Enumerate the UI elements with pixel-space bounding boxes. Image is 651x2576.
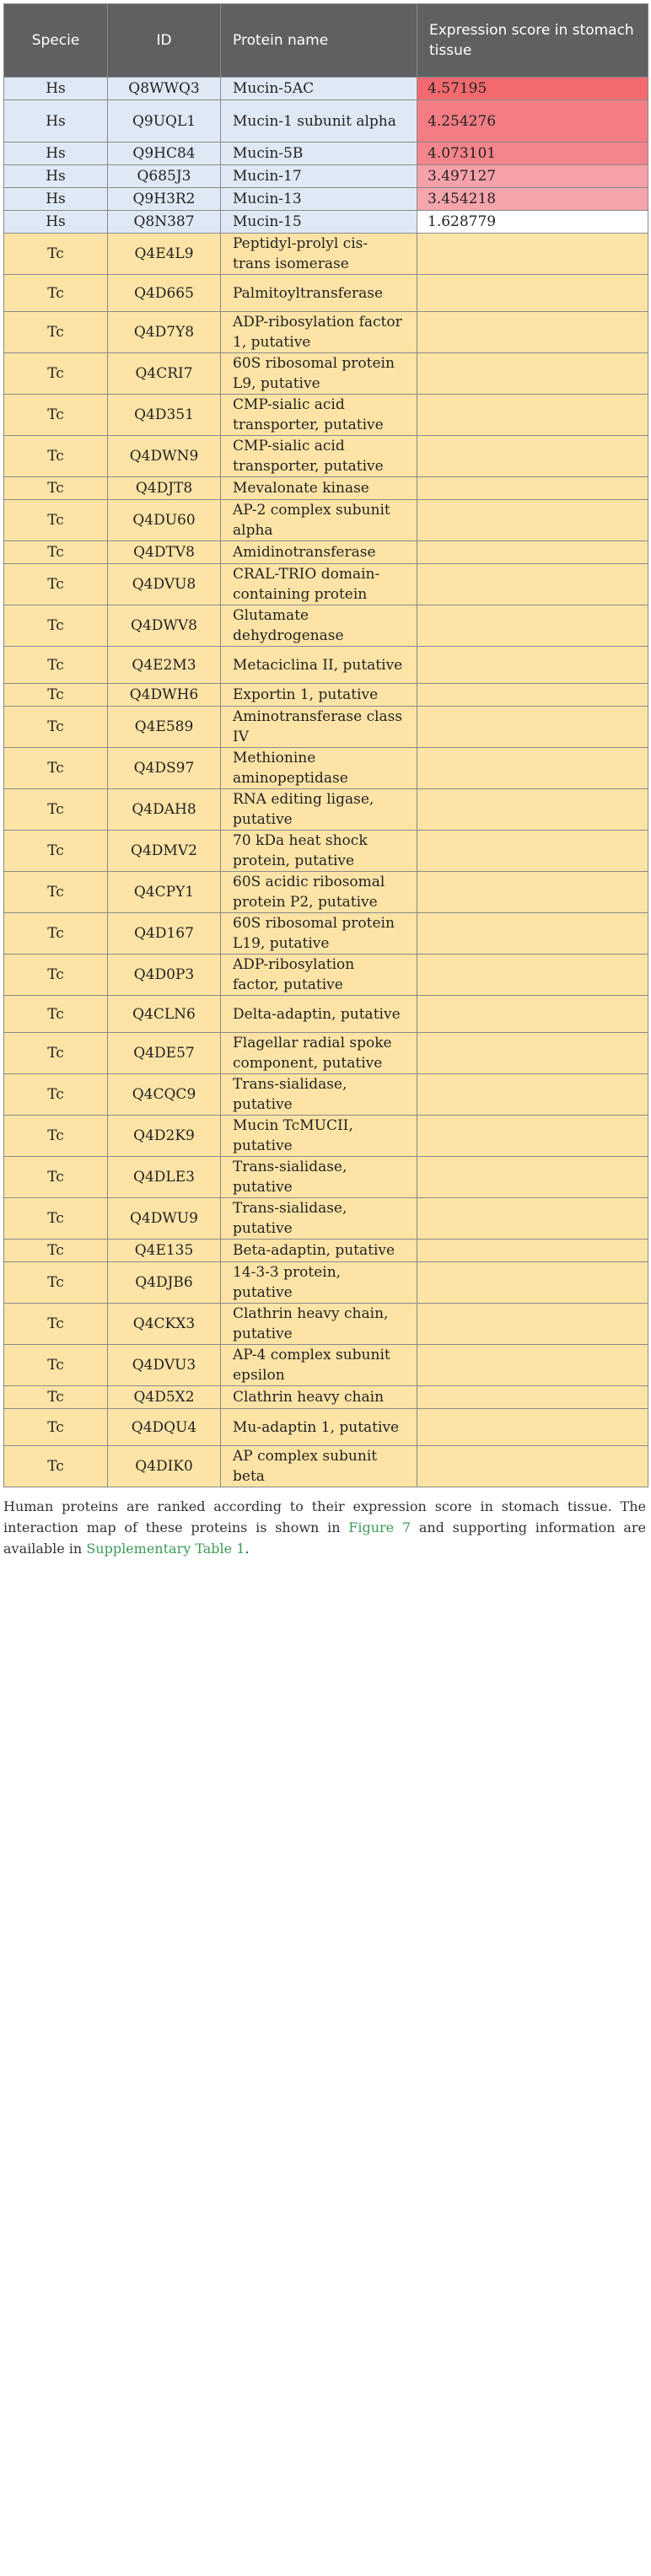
specie-cell: Tc [4,1240,108,1262]
specie-cell: Tc [4,996,108,1033]
expression-score-cell [417,1157,648,1198]
protein-name-cell: Trans-sialidase, putative [221,1074,417,1116]
specie-cell: Hs [4,188,108,211]
protein-name-cell: 70 kDa heat shock protein, putative [221,831,417,872]
specie-cell: Tc [4,1033,108,1074]
table-row [4,647,648,684]
specie-cell: Tc [4,684,108,707]
specie-cell: Tc [4,647,108,684]
expression-score-cell [417,436,648,477]
id-cell: Q4DIK0 [108,1446,221,1487]
specie-cell: Tc [4,955,108,996]
specie-cell: Tc [4,234,108,275]
expression-score-cell [417,831,648,872]
protein-name-cell: 60S ribosomal protein L9, putative [221,353,417,395]
id-cell: Q4E135 [108,1240,221,1262]
expression-score-cell [417,1345,648,1386]
id-cell: Q4DE57 [108,1033,221,1074]
id-cell: Q4DMV2 [108,831,221,872]
table-row [4,1033,648,1074]
id-cell: Q4CPY1 [108,872,221,913]
specie-cell: Tc [4,312,108,353]
expression-score-cell [417,872,648,913]
id-cell: Q4D5X2 [108,1386,221,1409]
expression-score-cell [417,1033,648,1074]
id-cell: Q4DWU9 [108,1198,221,1240]
id-cell: Q4D7Y8 [108,312,221,353]
table-row [4,541,648,564]
protein-name-cell: Metaciclina II, putative [221,647,417,684]
expression-score-cell: 3.454218 [417,188,648,211]
expression-score-cell [417,605,648,647]
table-row [4,78,648,100]
id-cell: Q4DS97 [108,748,221,789]
table-row [4,872,648,913]
table-row [4,955,648,996]
protein-name-cell: Mucin TcMUCII, putative [221,1116,417,1157]
table-row [4,1198,648,1240]
specie-cell: Tc [4,275,108,312]
expression-score-cell [417,1198,648,1240]
specie-cell: Tc [4,1198,108,1240]
expression-score-cell [417,748,648,789]
header-id: ID [108,4,221,78]
specie-cell: Tc [4,1386,108,1409]
specie-cell: Tc [4,395,108,436]
table-row [4,1240,648,1262]
table-row [4,100,648,143]
protein-name-cell: Aminotransferase class IV [221,707,417,748]
table-row [4,436,648,477]
id-cell: Q685J3 [108,165,221,188]
specie-cell: Hs [4,100,108,143]
specie-cell: Tc [4,477,108,500]
id-cell: Q4DJB6 [108,1262,221,1304]
protein-name-cell: Palmitoyltransferase [221,275,417,312]
expression-score-cell [417,1240,648,1262]
specie-cell: Tc [4,1262,108,1304]
table-row [4,165,648,188]
id-cell: Q9HC84 [108,143,221,165]
protein-name-cell: Flagellar radial spoke component, putative [221,1033,417,1074]
id-cell: Q4DVU8 [108,564,221,605]
protein-name-cell: Mevalonate kinase [221,477,417,500]
specie-cell: Tc [4,436,108,477]
protein-name-cell: Mucin-5B [221,143,417,165]
expression-score-cell [417,684,648,707]
protein-table [3,3,648,1487]
expression-score-cell [417,564,648,605]
specie-cell: Tc [4,1446,108,1487]
protein-name-cell: 60S acidic ribosomal protein P2, putative [221,872,417,913]
expression-score-cell [417,541,648,564]
table-row [4,564,648,605]
id-cell: Q4CLN6 [108,996,221,1033]
table-row [4,996,648,1033]
caption-text: and supporting information are available in [3,1519,646,1557]
specie-cell: Tc [4,707,108,748]
expression-score-cell [417,1262,648,1304]
expression-score-cell [417,647,648,684]
specie-cell: Tc [4,1116,108,1157]
id-cell: Q4E2M3 [108,647,221,684]
expression-score-cell [417,789,648,831]
specie-cell: Tc [4,1345,108,1386]
protein-name-cell: AP-4 complex subunit epsilon [221,1345,417,1386]
protein-name-cell: Trans-sialidase, putative [221,1198,417,1240]
protein-name-cell: Peptidyl-prolyl cis-trans isomerase [221,234,417,275]
table-row [4,1386,648,1409]
caption-text: . [245,1541,250,1557]
id-cell: Q9H3R2 [108,188,221,211]
expression-score-cell [417,1386,648,1409]
table-header [4,4,648,78]
table-row [4,395,648,436]
table-row [4,1409,648,1446]
table-row [4,1116,648,1157]
id-cell: Q4DWH6 [108,684,221,707]
id-cell: Q4DTV8 [108,541,221,564]
expression-score-cell [417,1116,648,1157]
expression-score-cell [417,1446,648,1487]
id-cell: Q4D0P3 [108,955,221,996]
table-container [3,0,648,1559]
protein-name-cell: Mucin-1 subunit alpha [221,100,417,143]
protein-name-cell: Exportin 1, putative [221,684,417,707]
table-row [4,1074,648,1116]
table-row [4,707,648,748]
protein-name-cell: CRAL-TRIO domain-containing protein [221,564,417,605]
expression-score-cell: 4.57195 [417,78,648,100]
protein-name-cell: Mu-adaptin 1, putative [221,1409,417,1446]
id-cell: Q4E4L9 [108,234,221,275]
header-row [4,4,648,78]
expression-score-cell [417,353,648,395]
table-row [4,353,648,395]
id-cell: Q4D665 [108,275,221,312]
protein-name-cell: Methionine aminopeptidase [221,748,417,789]
protein-name-cell: Mucin-13 [221,188,417,211]
protein-name-cell: Trans-sialidase, putative [221,1157,417,1198]
specie-cell: Tc [4,1074,108,1116]
expression-score-cell: 4.254276 [417,100,648,143]
id-cell: Q4CKX3 [108,1304,221,1345]
protein-name-cell: Beta-adaptin, putative [221,1240,417,1262]
id-cell: Q4DQU4 [108,1409,221,1446]
figure-link[interactable]: Figure 7 [348,1519,412,1535]
expression-score-cell [417,234,648,275]
header-protein-name: Protein name [221,4,417,78]
protein-name-cell: RNA editing ligase, putative [221,789,417,831]
protein-name-cell: CMP-sialic acid transporter, putative [221,436,417,477]
table-row [4,789,648,831]
table-row [4,1262,648,1304]
specie-cell: Tc [4,605,108,647]
id-cell: Q4D351 [108,395,221,436]
id-cell: Q4CQC9 [108,1074,221,1116]
table-row [4,605,648,647]
specie-cell: Hs [4,78,108,100]
id-cell: Q4E589 [108,707,221,748]
protein-name-cell: Amidinotransferase [221,541,417,564]
expression-score-cell [417,996,648,1033]
table-row [4,211,648,234]
specie-cell: Hs [4,143,108,165]
id-cell: Q4D2K9 [108,1116,221,1157]
table-row [4,1345,648,1386]
table-row [4,684,648,707]
header-specie: Specie [4,4,108,78]
expression-score-cell: 1.628779 [417,211,648,234]
protein-name-cell: Clathrin heavy chain, putative [221,1304,417,1345]
id-cell: Q4CRI7 [108,353,221,395]
expression-score-cell [417,275,648,312]
expression-score-cell [417,395,648,436]
id-cell: Q4DLE3 [108,1157,221,1198]
protein-name-cell: 60S ribosomal protein L19, putative [221,913,417,955]
specie-cell: Tc [4,541,108,564]
specie-cell: Tc [4,1157,108,1198]
id-cell: Q4DJT8 [108,477,221,500]
protein-name-cell: Glutamate dehydrogenase [221,605,417,647]
specie-cell: Tc [4,1304,108,1345]
table-row [4,1304,648,1345]
specie-cell: Hs [4,211,108,234]
supplementary-table-link[interactable]: Supplementary Table 1 [86,1541,245,1557]
expression-score-cell [417,1409,648,1446]
table-row [4,275,648,312]
specie-cell: Tc [4,872,108,913]
specie-cell: Tc [4,748,108,789]
protein-name-cell: AP-2 complex subunit alpha [221,500,417,541]
id-cell: Q4DWN9 [108,436,221,477]
protein-name-cell: Delta-adaptin, putative [221,996,417,1033]
expression-score-cell: 3.497127 [417,165,648,188]
protein-name-cell: Mucin-17 [221,165,417,188]
protein-name-cell: ADP-ribosylation factor, putative [221,955,417,996]
table-row [4,831,648,872]
table-row [4,1446,648,1487]
id-cell: Q8N387 [108,211,221,234]
protein-name-cell: Clathrin heavy chain [221,1386,417,1409]
protein-name-cell: Mucin-5AC [221,78,417,100]
specie-cell: Tc [4,353,108,395]
id-cell: Q8WWQ3 [108,78,221,100]
table-caption [3,1496,648,1559]
expression-score-cell [417,913,648,955]
table-row [4,477,648,500]
expression-score-cell [417,477,648,500]
caption-text: Human proteins are ranked according to their expression score in stomach tissue. The interaction map of these proteins is shown in [3,1498,646,1535]
protein-name-cell: ADP-ribosylation factor 1, putative [221,312,417,353]
specie-cell: Tc [4,913,108,955]
id-cell: Q4D167 [108,913,221,955]
expression-score-cell [417,1304,648,1345]
table-row [4,913,648,955]
table-row [4,500,648,541]
protein-name-cell: Mucin-15 [221,211,417,234]
id-cell: Q4DU60 [108,500,221,541]
specie-cell: Tc [4,789,108,831]
expression-score-cell [417,955,648,996]
expression-score-cell [417,312,648,353]
expression-score-cell: 4.073101 [417,143,648,165]
protein-name-cell: 14-3-3 protein, putative [221,1262,417,1304]
id-cell: Q9UQL1 [108,100,221,143]
table-row [4,234,648,275]
specie-cell: Tc [4,564,108,605]
expression-score-cell [417,707,648,748]
table-row [4,312,648,353]
specie-cell: Tc [4,1409,108,1446]
table-row [4,188,648,211]
id-cell: Q4DWV8 [108,605,221,647]
table-row [4,143,648,165]
specie-cell: Tc [4,500,108,541]
table-row [4,748,648,789]
expression-score-cell [417,500,648,541]
table-row [4,1157,648,1198]
specie-cell: Tc [4,831,108,872]
id-cell: Q4DVU3 [108,1345,221,1386]
header-expression-score: Expression score in stomach tissue [417,4,648,78]
table-body [4,78,648,1487]
id-cell: Q4DAH8 [108,789,221,831]
expression-score-cell [417,1074,648,1116]
specie-cell: Hs [4,165,108,188]
protein-name-cell: CMP-sialic acid transporter, putative [221,395,417,436]
protein-name-cell: AP complex subunit beta [221,1446,417,1487]
